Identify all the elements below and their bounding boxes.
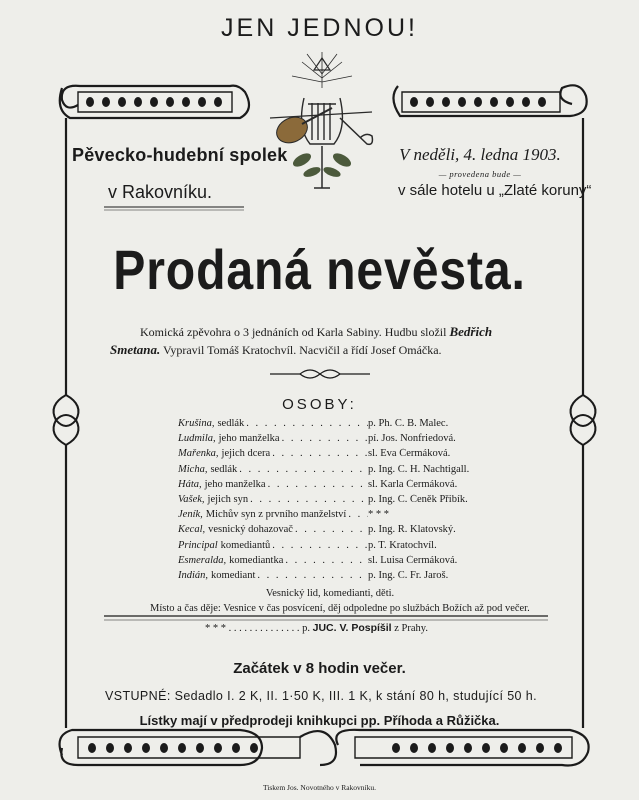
cast-actor: p. Ing. R. Klatovský.: [368, 524, 456, 536]
performed-note: — provedena bude —: [438, 169, 522, 179]
cast-row: [178, 540, 478, 555]
leader-dots: [280, 433, 368, 448]
place-time-line: Místo a čas děje: Vesnice v čas posvícení, děj odpoledne po službách Božích až pod večer.: [150, 603, 530, 614]
cast-actor: p. T. Kratochvíl.: [368, 539, 437, 551]
cast-row: [178, 555, 478, 570]
date-line: V neděli, 4. ledna 1903.: [399, 145, 561, 164]
printer-credit: Tiskem Jos. Novotného v Rakovníku.: [262, 783, 377, 792]
cast-role-note: jejich syn: [207, 493, 249, 505]
cast-role-note: jeho manželka: [204, 478, 266, 490]
society-name: Pěvecko-hudební spolek: [72, 145, 288, 165]
cast-role: Vašek,: [178, 493, 205, 505]
conductor-stars: * * * . . . . . . . . . . . . . . p.: [205, 623, 310, 634]
leader-dots: [270, 540, 368, 555]
cast-actor: p. Ing. C. Fr. Jaroš.: [368, 569, 449, 581]
cast-role: Jeník,: [178, 509, 203, 521]
cast-actor: * * *: [368, 509, 389, 521]
venue-line: v sále hotelu u „Zlaté koruny“: [398, 182, 592, 199]
cast-role-note: jeho manželka: [218, 433, 280, 445]
leader-dots: [293, 524, 368, 539]
cast-actor: p. Ing. C. Čeněk Přibík.: [368, 493, 468, 505]
cast-role-note: komediantů: [220, 539, 271, 551]
conductor-from: z Prahy.: [394, 623, 428, 634]
villagers-line: Vesnický lid, komedianti, děti.: [265, 588, 395, 599]
cast-role-note: vesnický dohazovač: [208, 524, 293, 536]
cast-list: [178, 418, 478, 585]
description-text: Vypravil Tomáš Kratochvíl. Nacvičil a řídí Josef Omáčka.: [163, 343, 442, 357]
cast-role: Micha,: [178, 463, 208, 475]
cast-role: Ludmila,: [178, 433, 216, 445]
cast-role-note: komediant: [211, 569, 256, 581]
leader-dots: [237, 464, 368, 479]
composer-last-name: Smetana.: [110, 342, 161, 357]
cast-row: [178, 464, 478, 479]
cast-heading: OSOBY:: [282, 396, 357, 413]
cast-row: [178, 479, 478, 494]
cast-actor: p. Ing. C. H. Nachtigall.: [368, 463, 470, 475]
cast-row: [178, 433, 478, 448]
leader-dots: [255, 570, 368, 585]
cast-role-note: jejich dcera: [221, 448, 271, 460]
cast-role: Krušina,: [178, 418, 215, 429]
cast-role-note: sedlák: [210, 463, 238, 475]
leader-dots: [244, 418, 368, 433]
start-time: Začátek v 8 hodin večer.: [233, 660, 406, 677]
leader-dots: [346, 509, 368, 524]
description-line-2: [110, 342, 442, 358]
cast-role: Kecal,: [178, 524, 206, 536]
cast-role: Esmeralda,: [178, 554, 227, 566]
presale-info: Lístky mají v předprodeji knihkupci pp. Příhoda a Růžička.: [139, 713, 500, 728]
cast-role: Háta,: [178, 478, 202, 490]
cast-row: [178, 494, 478, 509]
cast-row: [178, 418, 478, 433]
composer-first-name: Bedřich: [449, 324, 493, 339]
top-heading: JEN JEDNOU!: [221, 14, 418, 42]
cast-actor: sl. Karla Čermáková.: [368, 478, 458, 490]
admission-prices: VSTUPNÉ: Sedadlo I. 2 K, II. 1·50 K, III. 1 K, k stání 80 h, studující 50 h.: [105, 689, 537, 703]
cast-row: [178, 570, 478, 585]
leader-dots: [248, 494, 368, 509]
cast-actor: p. Ph. C. B. Malec.: [368, 418, 449, 429]
cast-role-note: Michův syn z prvního manželství: [205, 509, 347, 521]
conductor-name: JUC. V. Pospíšil: [312, 622, 392, 634]
cast-role-note: komediantka: [229, 554, 284, 566]
leader-dots: [283, 555, 368, 570]
description-line-1: [140, 324, 492, 340]
cast-actor: sl. Eva Čermáková.: [368, 448, 451, 460]
cast-actor: sl. Luisa Čermáková.: [368, 554, 458, 566]
cast-role: Mařenka,: [178, 448, 219, 460]
cast-row: [178, 524, 478, 539]
cast-role: Principal: [178, 539, 218, 551]
cast-role-note: sedlák: [217, 418, 245, 429]
cast-row: [178, 448, 478, 463]
leader-dots: [270, 448, 368, 463]
society-town: v Rakovníku.: [108, 182, 213, 202]
description-text: Komická zpěvohra o 3 jednáních od Karla Sabiny. Hudbu složil: [140, 325, 447, 339]
opera-title: Prodaná nevěsta.: [113, 238, 526, 301]
lyre-emblem-icon: [262, 48, 382, 198]
leader-dots: [266, 479, 368, 494]
conductor-line: [205, 622, 428, 634]
cast-row: [178, 509, 478, 524]
cast-actor: pí. Jos. Nonfriedová.: [368, 433, 456, 445]
cast-role: Indián,: [178, 569, 209, 581]
